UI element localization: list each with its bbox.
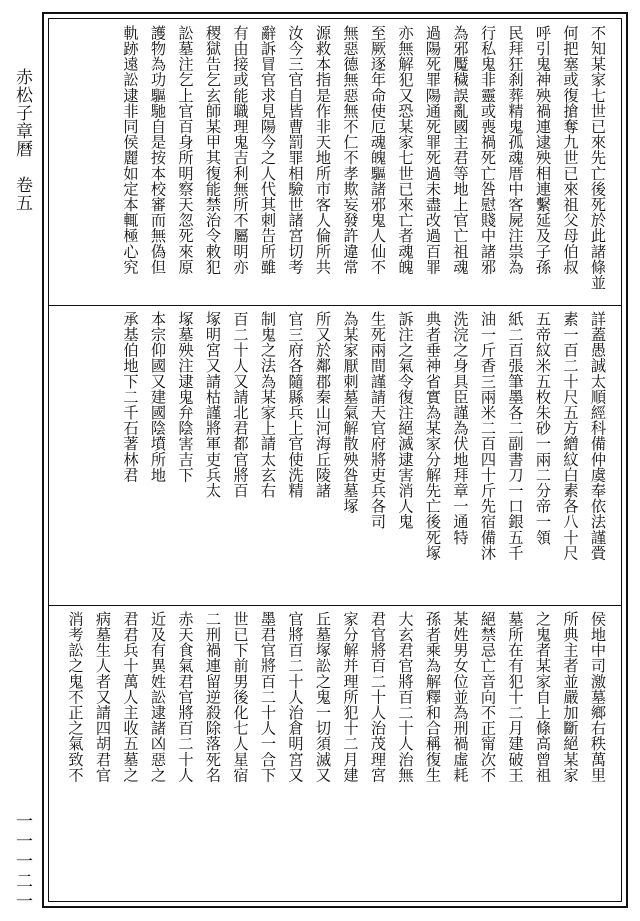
text-column: 訟墓注乞上官百身所明察天忽死來原 [176, 25, 195, 275]
text-column: 民拜狂刹葬精鬼孤魂厝中客屍注祟為 [506, 25, 525, 275]
text-column: 病墓生人者又請四胡君官 [94, 611, 112, 783]
text-column: 所又於鄰郡秦山河海丘陵諸 [314, 311, 332, 499]
text-column: 何把塞或復搶奪九世已來祖父母伯叔 [561, 25, 580, 275]
text-column: 典者垂神省實為某家分解先亡後死塚 [424, 311, 442, 561]
text-column: 近及有異姓訟逮諸凶惡之 [149, 611, 167, 783]
section-divider [49, 605, 621, 606]
text-column: 不知某家七世已來先亡後死於此諸條並 [589, 25, 607, 291]
text-column: 塚明宮又請枯謹將軍吏兵太 [204, 311, 222, 499]
text-column: 稷獄告乞玄師某甲其復能禁治令敕犯 [204, 25, 222, 275]
text-block-top [59, 25, 611, 301]
text-column: 家分解并理所犯十二月建 [341, 611, 360, 783]
text-column: 為邪魘穢誤亂國主君等地上官亡祖魂 [451, 25, 470, 275]
text-column: 官三府各隨縣兵上官使洗精 [286, 311, 305, 499]
text-column: 呼引鬼神殃禍連逮殃相連繫延及子孫 [534, 25, 552, 275]
text-column: 君官將百二十人治茂理宮 [369, 611, 387, 783]
text-column: 辭訴冒官求見陽今之人代其刺告所雖 [259, 25, 277, 275]
section-divider [49, 305, 621, 306]
text-column: 訴注之氣令復注絕滅逮害消人鬼 [396, 311, 415, 530]
text-column: 為某家厭刺墓氣解散殃咎墓塚 [341, 311, 360, 514]
text-column: 紙二百張筆墨各二副書刀一口銀五千 [506, 311, 525, 561]
text-column: 本宗仰國又建國陰墳所地 [149, 311, 167, 483]
text-column: 亦無解犯又恐某家七世已來亡者魂魄 [396, 25, 415, 275]
text-column: 消考訟之鬼不正之氣致不 [66, 611, 85, 783]
text-column: 百二十人又請北君都官將百 [231, 311, 250, 499]
text-column: 護物為功驅馳自是按本校審而無偽但 [149, 25, 167, 275]
text-column: 所典主者並嚴加斷絕某家 [561, 611, 580, 783]
text-column: 詳蓋愚誠太順經科備仲虞奉依法謹賫 [589, 311, 607, 561]
text-column: 過陽死罪陽通死罪死過未盡改過百罪 [424, 25, 442, 275]
text-column: 制鬼之法為某家上請太玄右 [259, 311, 277, 499]
text-column: 至厥逐年命使厄魂魄驅諸邪鬼人仙不 [369, 25, 387, 275]
text-column: 汝今三官自皆曹罰罪相驗世諸宮切考 [286, 25, 305, 275]
text-block-bottom [59, 611, 611, 901]
text-column: 墨君官將百二十人一合下 [259, 611, 277, 783]
text-column: 無惡德無惡無不仁不孝欺妄發許違常 [341, 25, 360, 275]
book-title-margin: 赤松子章曆 卷五 [12, 68, 32, 212]
text-column: 油一斤香三兩米二百四十斤先宿備沐 [479, 311, 497, 561]
text-column: 二刑禍連留逆殺除落死名 [204, 611, 222, 783]
text-column: 素一百二十尺五方繒紋白素各八十尺 [561, 311, 580, 561]
text-column: 絕禁忌亡音向不正甯次不 [479, 611, 497, 783]
text-column: 五帝紋米五枚朱砂一兩二分帝一領 [534, 311, 552, 545]
text-column: 行私鬼非靈或喪禍死亡咎慰賤中諸邪 [479, 25, 497, 275]
text-column: 某姓男女位並為刑禍虛耗 [451, 611, 470, 783]
text-column: 生死兩間謹請天官府將吏兵各司 [369, 311, 387, 530]
page-number-margin: 一一一二一 [12, 812, 32, 912]
text-column: 塚墓殃注逮鬼弁陰害吉下 [176, 311, 195, 483]
page-inner-frame [48, 18, 622, 902]
page-frame [42, 12, 628, 908]
text-column: 丘墓塚訟之鬼一切須滅又 [314, 611, 332, 783]
text-column: 官將百二十人治倉明宮又 [286, 611, 305, 783]
text-column: 世已下前男後化七人星宿 [231, 611, 250, 783]
text-column: 侯地中司激墓鄉右秩萬里 [589, 611, 607, 783]
text-column: 君君兵十萬人主收五墓之 [121, 611, 140, 783]
text-block-middle [59, 311, 611, 601]
text-column: 赤天食氣君官將百二十人 [176, 611, 195, 783]
text-column: 墓所在有犯十二月建破王 [506, 611, 525, 783]
text-column: 孫者乘為解釋和合稱復生 [424, 611, 442, 783]
text-column: 承基伯地下二千石著林君 [121, 311, 140, 483]
text-column: 大玄君官將百二十人治無 [396, 611, 415, 783]
text-column: 之鬼者某家自上條高曾祖 [534, 611, 552, 783]
text-column: 軌跡遠訟逮非同侯麗如定本輒極心究 [121, 25, 140, 275]
text-column: 有由接或能職理鬼吉利無所不屬明亦 [231, 25, 250, 275]
text-column: 洗浣之身具臣謹為伏地拜章一通特 [451, 311, 470, 545]
text-column: 源救本指是作非天地所市客人倫所共 [314, 25, 332, 275]
